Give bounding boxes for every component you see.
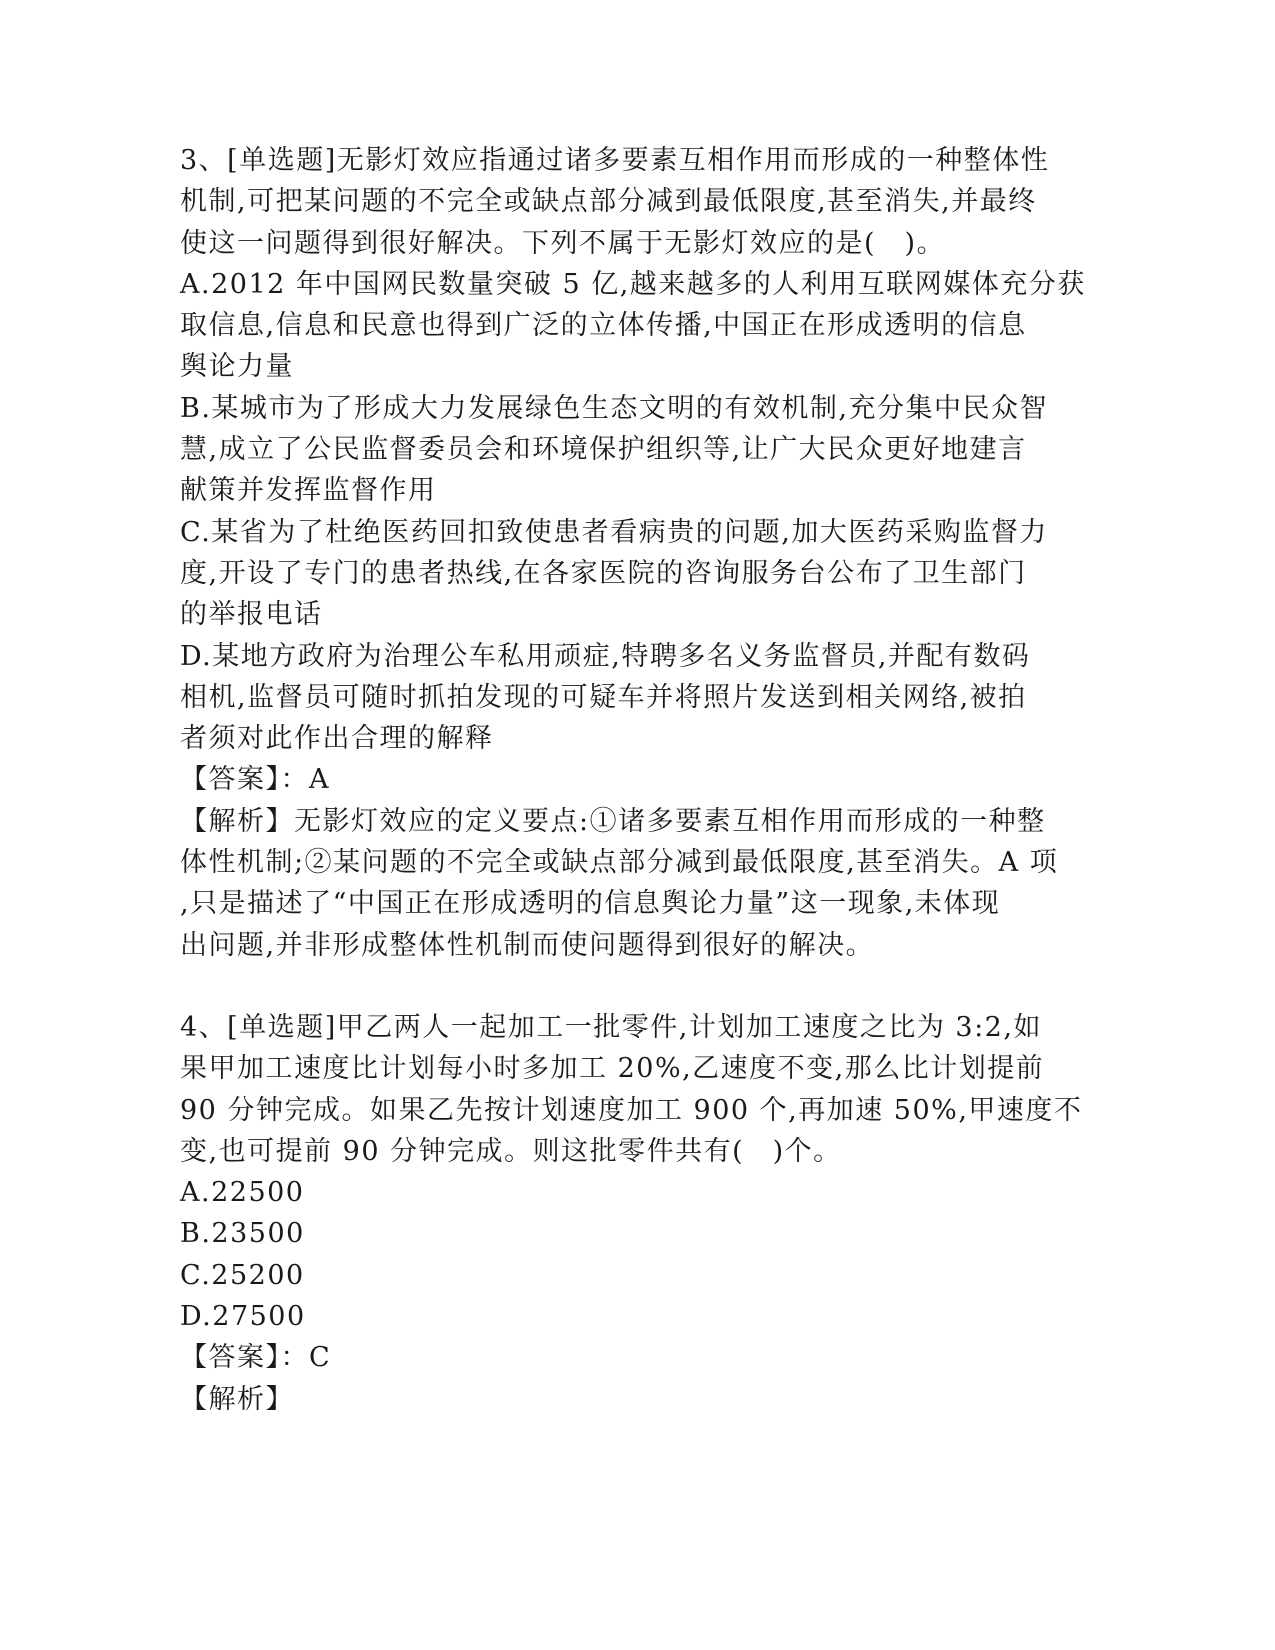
option-d	[180, 636, 1040, 760]
question-4	[180, 1007, 1083, 1420]
option-line: D.某地方政府为治理公车私用顽症,特聘多名义务监督员,并配有数码	[180, 640, 1031, 672]
question-separator	[180, 966, 1040, 1007]
question-stem	[180, 1007, 1083, 1172]
option-line: 舆论力量	[180, 351, 294, 383]
stem-line: 3、[单选题]无影灯效应指通过诸多要素互相作用而形成的一种整体性	[180, 145, 1050, 176]
option-line: C.某省为了杜绝医药回扣致使患者看病贵的问题,加大医药采购监督力	[180, 516, 1048, 548]
option-line: 度,开设了专门的患者热线,在各家医院的咨询服务台公布了卫生部门	[180, 557, 1027, 589]
stem-line: 果甲加工速度比计划每小时多加工 20%,乙速度不变,那么比计划提前	[180, 1053, 1045, 1085]
stem-line: 变,也可提前 90 分钟完成。则这批零件共有( )个。	[180, 1135, 842, 1167]
analysis-line: 【解析】	[180, 1383, 294, 1415]
question-stem	[180, 140, 1050, 264]
option-line: B.某城市为了形成大力发展绿色生态文明的有效机制,充分集中民众智	[180, 392, 1049, 424]
stem-line: 机制,可把某问题的不完全或缺点部分减到最低限度,甚至消失,并最终	[180, 186, 1037, 218]
option-b: B.23500	[180, 1218, 305, 1250]
option-line: 相机,监督员可随时抓拍发现的可疑车并将照片发送到相关网络,被拍	[180, 681, 1027, 713]
option-c	[180, 512, 1048, 636]
analysis	[180, 801, 1059, 966]
analysis-line: 体性机制;②某问题的不完全或缺点部分减到最低限度,甚至消失。A 项	[180, 847, 1059, 879]
document-page	[180, 140, 1086, 1420]
option-c: C.25200	[180, 1259, 305, 1291]
stem-line: 使这一问题得到很好解决。下列不属于无影灯效应的是( )。	[180, 227, 946, 259]
stem-line: 90 分钟完成。如果乙先按计划速度加工 900 个,再加速 50%,甲速度不	[180, 1094, 1083, 1126]
option-a	[180, 264, 1086, 388]
answer-line: 【答案】：C	[180, 1342, 332, 1374]
option-line: 取信息,信息和民意也得到广泛的立体传播,中国正在形成透明的信息	[180, 310, 1027, 342]
answer-line: 【答案】：A	[180, 764, 330, 796]
option-d: D.27500	[180, 1301, 306, 1333]
analysis-line: 出问题,并非形成整体性机制而使问题得到很好的解决。	[180, 929, 875, 961]
option-line: 者须对此作出合理的解释	[180, 723, 494, 755]
option-line: 慧,成立了公民监督委员会和环境保护组织等,让广大民众更好地建言	[180, 434, 1027, 466]
stem-line: 4、[单选题]甲乙两人一起加工一批零件,计划加工速度之比为 3:2,如	[180, 1011, 1042, 1043]
option-line: A.2012 年中国网民数量突破 5 亿,越来越多的人利用互联网媒体充分获	[180, 268, 1086, 300]
analysis-line: 【解析】无影灯效应的定义要点:①诸多要素互相作用而形成的一种整	[180, 805, 1046, 837]
analysis-line: ,只是描述了“中国正在形成透明的信息舆论力量”这一现象,未体现	[180, 888, 1001, 920]
option-b	[180, 388, 1049, 512]
option-line: 的举报电话	[180, 599, 323, 631]
option-line: 献策并发挥监督作用	[180, 475, 437, 507]
question-3	[180, 140, 1086, 966]
option-a: A.22500	[180, 1177, 305, 1209]
